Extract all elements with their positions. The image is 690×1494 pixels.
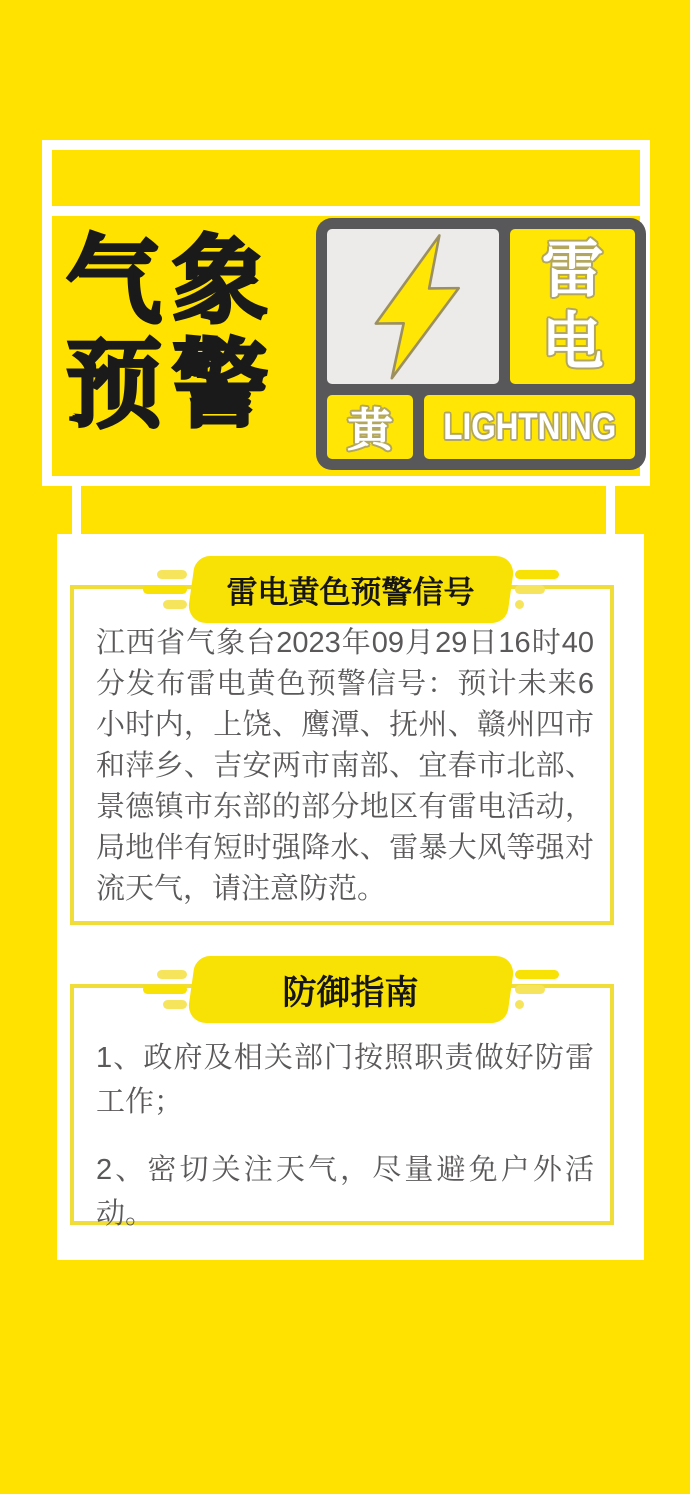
guide-item-2: 2、密切关注天气，尽量避免户外活动。	[96, 1154, 594, 1230]
poster-title-line1: 气象	[66, 228, 278, 335]
guide-item-1: 1、政府及相关部门按照职责做好防雷工作；	[96, 1042, 594, 1118]
sign-name-zh: 雷电	[541, 235, 604, 377]
alert-text-box	[70, 585, 614, 925]
sign-bottom-row	[327, 395, 635, 459]
alert-content-card	[57, 534, 644, 1260]
sign-level-zh: 黄	[347, 404, 393, 456]
alert-body-text: 江西省气象台2023年09月29日16时40分发布雷电黄色预警信号：预计未来6小时内，上饶、鹰潭、抚州、赣州四市和萍乡、吉安两市南部、宜春市北部、景德镇市东部的部分地区有雷电活动，局地伴有短时强降水、雷暴大风等强对流天气，请注意防范。	[96, 627, 594, 905]
poster-title-line2: 预警	[66, 332, 278, 439]
header-title-strip	[52, 150, 640, 216]
connector-post-left	[72, 486, 81, 534]
guide-badge-row	[57, 958, 644, 1021]
header-card-body	[52, 216, 640, 476]
lightning-bolt-icon	[327, 229, 499, 384]
lightning-warning-sign	[316, 218, 646, 470]
sign-level-panel	[327, 395, 413, 459]
badge-dash-decoration-left	[143, 570, 187, 609]
header-card	[42, 140, 650, 486]
poster-title	[66, 230, 278, 438]
alert-badge-row	[57, 558, 644, 621]
connector-post-right	[606, 486, 615, 534]
sign-name-zh-panel	[510, 229, 635, 384]
sign-name-en: LIGHTNING	[443, 406, 616, 447]
guide-badge-title: 防御指南	[197, 958, 505, 1021]
sign-name-en-panel	[424, 395, 635, 459]
badge-dash-decoration-right	[515, 570, 559, 609]
badge-dash-decoration-right	[515, 970, 559, 1009]
alert-badge-title: 雷电黄色预警信号	[197, 558, 505, 621]
sign-top-row	[327, 229, 635, 384]
badge-dash-decoration-left	[143, 970, 187, 1009]
